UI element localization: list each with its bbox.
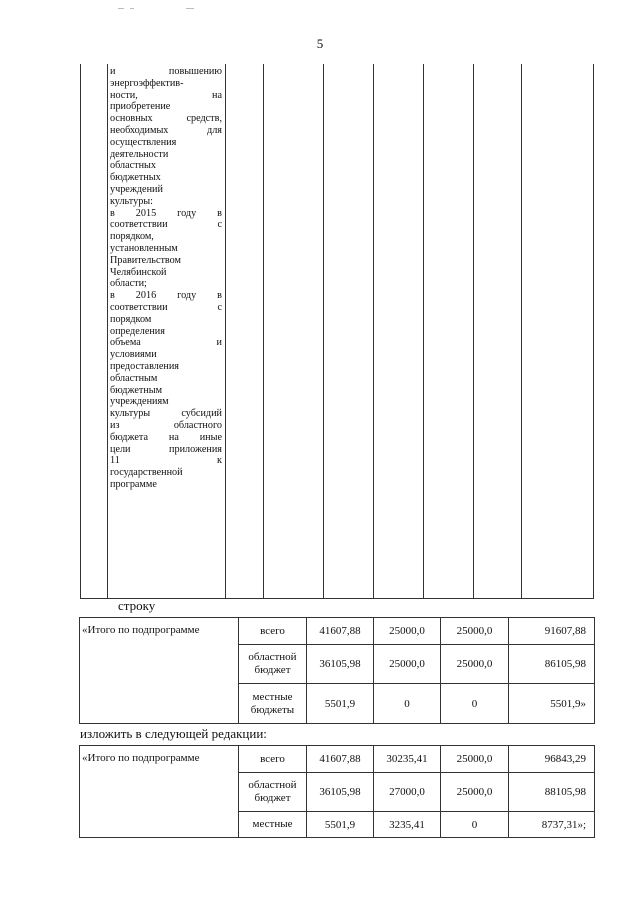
- cell-text-line: осуществления: [110, 136, 177, 148]
- table-border: [473, 64, 474, 599]
- subprogram-total-table-new: [79, 745, 595, 838]
- cell-text-line: энергоэффектив-: [110, 77, 184, 89]
- value-cell: 0: [374, 684, 441, 724]
- cell-text-line: из областного: [110, 419, 222, 431]
- cell-text-line: области;: [110, 278, 147, 290]
- cell-text-line: определения: [110, 325, 165, 337]
- continuation-cell-text: [110, 66, 222, 491]
- value-cell: 0: [441, 812, 509, 838]
- funding-type: местные бюджеты: [239, 684, 307, 724]
- cell-text-line: учреждений: [110, 183, 163, 195]
- table-border: [593, 64, 594, 599]
- cell-text-line: бюджетным: [110, 384, 163, 396]
- cell-text-line: объема и: [110, 337, 222, 349]
- cell-text-line: программе: [110, 478, 157, 490]
- table-row: [80, 746, 595, 773]
- value-cell: 25000,0: [441, 645, 509, 684]
- cell-text-line: порядком,: [110, 231, 154, 243]
- table-border: [263, 64, 264, 599]
- total-cell: 8737,31»;: [509, 812, 595, 838]
- table-border: [80, 64, 81, 599]
- funding-type: всего: [239, 618, 307, 645]
- page-number: 5: [316, 36, 324, 51]
- value-cell: 25000,0: [441, 773, 509, 812]
- cell-text-line: культуры:: [110, 195, 153, 207]
- scan-artifact: [186, 8, 194, 9]
- cell-text-line: деятельности: [110, 148, 169, 160]
- cell-text-line: культуры субсидий: [110, 408, 222, 420]
- cell-text-line: цели приложения: [110, 443, 222, 455]
- value-cell: 41607,88: [307, 618, 374, 645]
- value-cell: 30235,41: [374, 746, 441, 773]
- value-cell: 36105,98: [307, 773, 374, 812]
- value-cell: 0: [441, 684, 509, 724]
- value-cell: 3235,41: [374, 812, 441, 838]
- total-cell: 86105,98: [509, 645, 595, 684]
- value-cell: 5501,9: [307, 684, 374, 724]
- cell-text-line: приобретение: [110, 101, 171, 113]
- cell-text-line: Челябинской: [110, 266, 167, 278]
- scan-artifact: [118, 8, 124, 9]
- table-border: [521, 64, 522, 599]
- funding-type: областной бюджет: [239, 645, 307, 684]
- value-cell: 41607,88: [307, 746, 374, 773]
- cell-text-line: необходимых для: [110, 124, 222, 136]
- table-border: [107, 64, 108, 599]
- value-cell: 25000,0: [441, 618, 509, 645]
- table-row: [80, 618, 595, 645]
- cell-text-line: соответствии с: [110, 301, 222, 313]
- cell-text-line: бюджетных: [110, 172, 161, 184]
- cell-text-line: бюджета на иные: [110, 431, 222, 443]
- cell-text-line: областным: [110, 372, 158, 384]
- scan-artifact: [130, 8, 134, 9]
- table-border: [225, 64, 226, 599]
- cell-text-line: соответствии с: [110, 219, 222, 231]
- subprogram-title: «Итого по подпрограмме: [80, 746, 239, 838]
- table-border: [373, 64, 374, 599]
- cell-text-line: установленным: [110, 242, 178, 254]
- label-izlozhit: изложить в следующей редакции:: [80, 726, 267, 741]
- cell-text-line: областных: [110, 160, 156, 172]
- cell-text-line: ности, на: [110, 89, 222, 101]
- cell-text-line: порядком: [110, 313, 152, 325]
- table-border: [323, 64, 324, 599]
- value-cell: 36105,98: [307, 645, 374, 684]
- total-cell: 96843,29: [509, 746, 595, 773]
- total-cell: 5501,9»: [509, 684, 595, 724]
- cell-text-line: Правительством: [110, 254, 181, 266]
- value-cell: 27000,0: [374, 773, 441, 812]
- funding-type: всего: [239, 746, 307, 773]
- table-border: [423, 64, 424, 599]
- cell-text-line: предоставления: [110, 360, 179, 372]
- cell-text-line: и повышению: [110, 66, 222, 77]
- cell-text-line: учреждениям: [110, 396, 169, 408]
- cell-text-line: 11 к: [110, 455, 222, 467]
- label-stroku: строку: [118, 598, 156, 613]
- cell-text-line: условиями: [110, 349, 157, 361]
- subprogram-total-table-old: [79, 617, 595, 724]
- cell-text-line: основных средств,: [110, 113, 222, 125]
- value-cell: 5501,9: [307, 812, 374, 838]
- value-cell: 25000,0: [374, 618, 441, 645]
- cell-text-line: государственной: [110, 467, 183, 479]
- funding-type: местные: [239, 812, 307, 838]
- subprogram-title: «Итого по подпрограмме: [80, 618, 239, 724]
- cell-text-line: в 2016 году в: [110, 290, 222, 302]
- total-cell: 91607,88: [509, 618, 595, 645]
- value-cell: 25000,0: [374, 645, 441, 684]
- total-cell: 88105,98: [509, 773, 595, 812]
- table-border: [80, 598, 594, 599]
- funding-type: областной бюджет: [239, 773, 307, 812]
- cell-text-line: в 2015 году в: [110, 207, 222, 219]
- value-cell: 25000,0: [441, 746, 509, 773]
